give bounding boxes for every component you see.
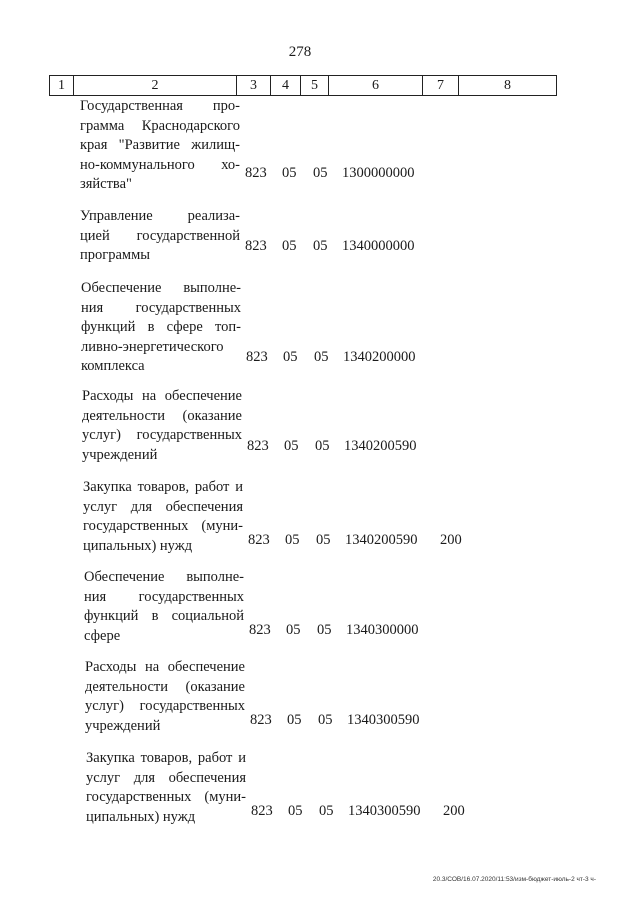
target-article-code: 1340200590 — [344, 438, 417, 454]
description-line: услуг) государственных — [82, 427, 242, 443]
subsection-code: 05 — [317, 622, 332, 638]
row-description — [86, 749, 246, 827]
description-line: деятельности (оказание — [85, 678, 245, 695]
description-line: зяйства" — [80, 176, 132, 192]
department-code: 823 — [249, 622, 271, 638]
description-line: ливно-энергетического — [81, 338, 224, 355]
col-header-8: 8 — [459, 76, 557, 96]
target-article-code: 1300000000 — [342, 165, 415, 181]
department-code: 823 — [250, 712, 272, 728]
description-line: функций в социальной — [84, 608, 244, 624]
subsection-code: 05 — [313, 165, 328, 181]
section-code: 05 — [282, 238, 297, 254]
description-line: но-коммунального хо- — [80, 156, 240, 173]
description-line: края "Развитие жилищ- — [80, 137, 240, 153]
description-line: комплекса — [81, 358, 145, 374]
description-line: услуг) государственных — [85, 698, 245, 714]
col-header-4: 4 — [271, 76, 301, 96]
subsection-code: 05 — [315, 438, 330, 454]
section-code: 05 — [287, 712, 302, 728]
description-line: услуг для обеспечения — [86, 769, 246, 786]
row-description — [80, 207, 240, 266]
target-article-code: 1340300590 — [347, 712, 420, 728]
row-description — [82, 387, 242, 465]
page-number: 278 — [288, 44, 312, 60]
target-article-code: 1340200590 — [345, 532, 418, 548]
expense-type-code: 200 — [443, 803, 465, 819]
description-line: ния государственных — [81, 299, 241, 316]
department-code: 823 — [245, 165, 267, 181]
subsection-code: 05 — [316, 532, 331, 548]
department-code: 823 — [251, 803, 273, 819]
department-code: 823 — [248, 532, 270, 548]
section-code: 05 — [285, 532, 300, 548]
target-article-code: 1340300000 — [346, 622, 419, 638]
description-line: Закупка товаров, работ и — [83, 479, 243, 495]
description-line: ципальных) нужд — [83, 537, 193, 554]
row-description — [85, 658, 245, 736]
footer-file-stamp: 20.3/СОВ/16.07.2020/11:53/изм-бюджет-июль-2 чт-3 ч- — [432, 876, 596, 883]
target-article-code: 1340200000 — [343, 349, 416, 365]
description-line: цией государственной — [80, 227, 240, 244]
row-description — [80, 97, 240, 195]
description-line: сфере — [84, 627, 121, 644]
description-line: учреждений — [82, 446, 158, 463]
description-line: ния государственных — [84, 588, 244, 605]
description-line: Расходы на обеспечение — [82, 388, 242, 404]
section-code: 05 — [288, 803, 303, 819]
description-line: Обеспечение выполне- — [81, 280, 241, 296]
col-header-7: 7 — [423, 76, 459, 96]
description-line: Закупка товаров, работ и — [86, 750, 246, 766]
department-code: 823 — [247, 438, 269, 454]
col-header-3: 3 — [237, 76, 271, 96]
col-header-6: 6 — [329, 76, 423, 96]
description-line: учреждений — [85, 717, 161, 734]
description-line: Расходы на обеспечение — [85, 659, 245, 675]
description-line: функций в сфере топ- — [81, 319, 241, 335]
subsection-code: 05 — [313, 238, 328, 254]
section-code: 05 — [286, 622, 301, 638]
description-line: услуг для обеспечения — [83, 498, 243, 515]
row-description — [81, 279, 241, 377]
subsection-code: 05 — [318, 712, 333, 728]
description-line: Управление реализа- — [80, 208, 240, 224]
description-line: грамма Краснодарского — [80, 117, 240, 134]
section-code: 05 — [284, 438, 299, 454]
target-article-code: 1340300590 — [348, 803, 421, 819]
subsection-code: 05 — [319, 803, 334, 819]
col-header-1: 1 — [58, 78, 65, 93]
description-line: ципальных) нужд — [86, 808, 196, 825]
description-line: государственных (муни- — [86, 789, 246, 805]
department-code: 823 — [246, 349, 268, 365]
department-code: 823 — [245, 238, 267, 254]
section-code: 05 — [283, 349, 298, 365]
section-code: 05 — [282, 165, 297, 181]
expense-type-code: 200 — [440, 532, 462, 548]
description-line: программы — [80, 247, 150, 263]
description-line: государственных (муни- — [83, 518, 243, 534]
description-line: Обеспечение выполне- — [84, 569, 244, 585]
column-header-row — [49, 75, 557, 96]
description-line: деятельности (оказание — [82, 407, 242, 424]
description-line: Государственная про- — [80, 98, 240, 114]
subsection-code: 05 — [314, 349, 329, 365]
target-article-code: 1340000000 — [342, 238, 415, 254]
row-description — [83, 478, 243, 556]
col-header-2: 2 — [74, 76, 237, 96]
col-header-5: 5 — [301, 76, 329, 96]
row-description — [84, 568, 244, 646]
